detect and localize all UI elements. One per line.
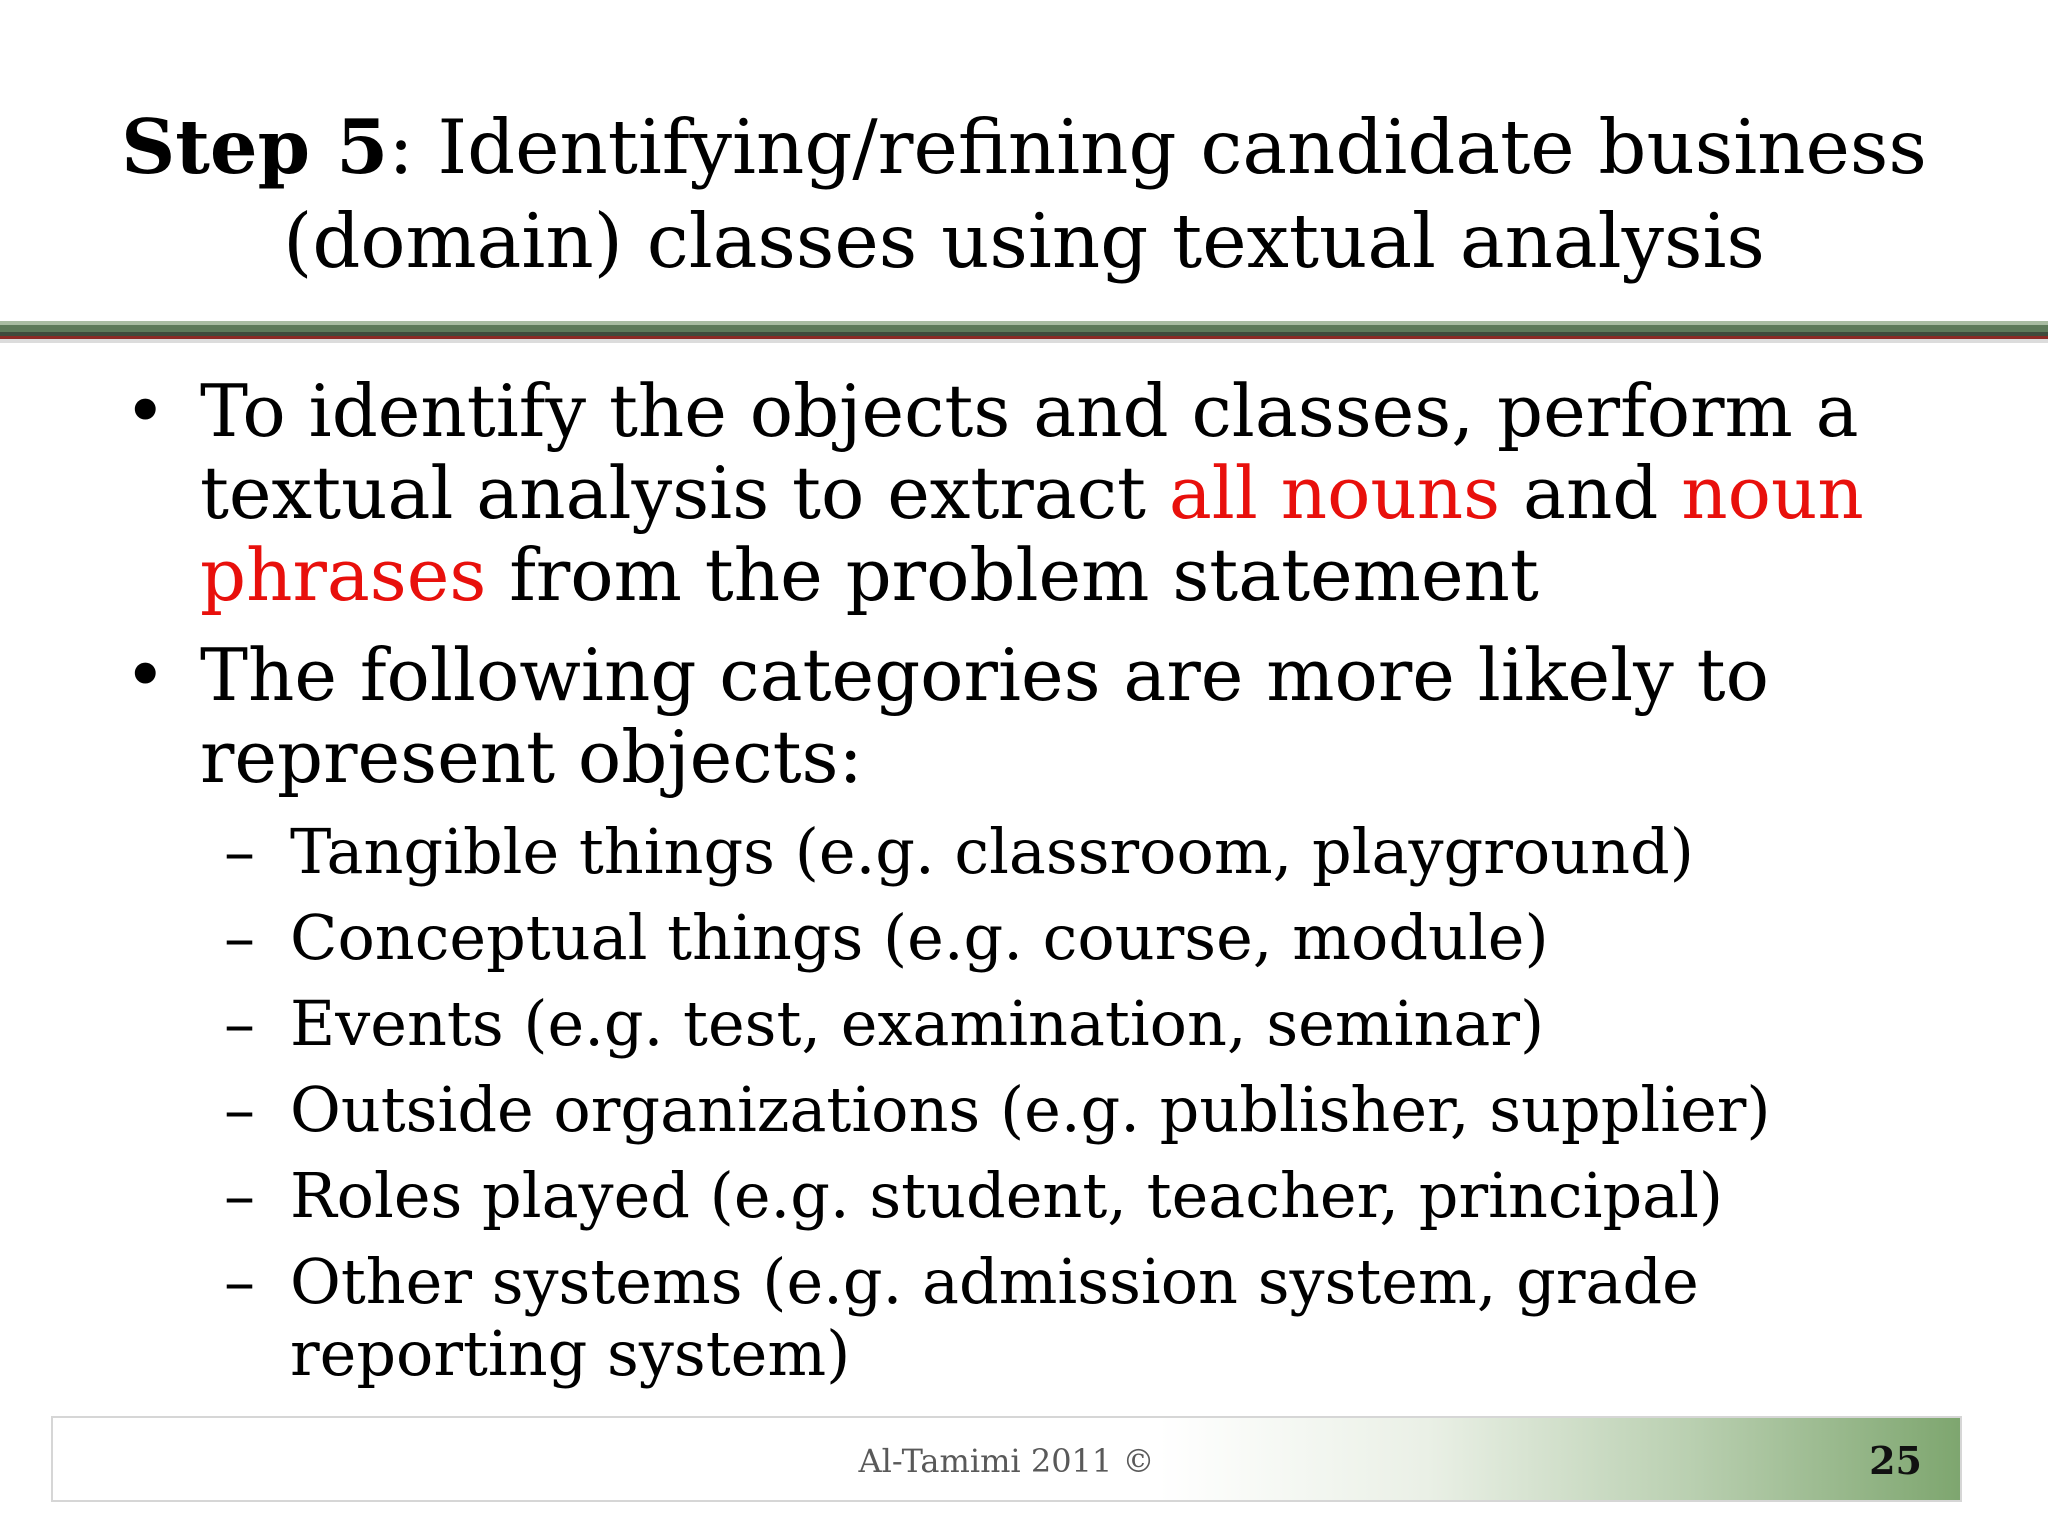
title-line-1	[0, 100, 2048, 194]
bullet-text: and	[1500, 451, 1682, 535]
bullet-item	[120, 370, 2000, 616]
highlight-all-nouns: all nouns	[1168, 451, 1501, 535]
dash-marker: –	[224, 815, 255, 888]
slide-footer	[51, 1416, 1962, 1502]
sub-item-text: Events (e.g. test, examination, seminar)	[290, 987, 1545, 1060]
footer-credit: Al-Tamimi 2011 ©	[858, 1442, 1155, 1480]
sub-item	[224, 902, 2000, 974]
dash-marker: –	[224, 1159, 255, 1232]
title-line-1-text: : Identifying/refining candidate business	[388, 103, 1927, 191]
page-number: 25	[1869, 1438, 1922, 1483]
sub-item-text: Conceptual things (e.g. course, module)	[290, 901, 1549, 974]
sub-item	[224, 1246, 2000, 1390]
title-line-2: (domain) classes using textual analysis	[283, 197, 1765, 285]
bullet-item	[120, 634, 2000, 798]
bullet-text: The following categories are more likely to represent objects:	[200, 633, 1769, 799]
dash-marker: –	[224, 901, 255, 974]
bullet-text: To identify the objects and classes, perform a textual analysis to extract	[200, 369, 1859, 535]
bullet-marker: •	[124, 369, 167, 453]
slide-title	[0, 100, 2048, 288]
sub-item	[224, 988, 2000, 1060]
sub-item-text: Roles played (e.g. student, teacher, principal)	[290, 1159, 1724, 1232]
sub-item-text: Other systems (e.g. admission system, grade reporting system)	[290, 1245, 1699, 1390]
highlight-noun-phrases: noun phrases	[200, 451, 1864, 617]
dash-marker: –	[224, 1073, 255, 1146]
sub-item	[224, 816, 2000, 888]
bullet-text: from the problem statement	[486, 533, 1539, 617]
sub-item-text: Outside organizations (e.g. publisher, supplier)	[290, 1073, 1771, 1146]
slide-body	[120, 370, 2000, 1404]
title-step-label: Step 5	[121, 103, 389, 191]
sub-item	[224, 1074, 2000, 1146]
bullet-marker: •	[124, 633, 167, 717]
dash-marker: –	[224, 1245, 255, 1318]
sub-list	[120, 816, 2000, 1390]
title-divider	[0, 321, 2048, 343]
sub-item-text: Tangible things (e.g. classroom, playground)	[290, 815, 1694, 888]
sub-item	[224, 1160, 2000, 1232]
dash-marker: –	[224, 987, 255, 1060]
